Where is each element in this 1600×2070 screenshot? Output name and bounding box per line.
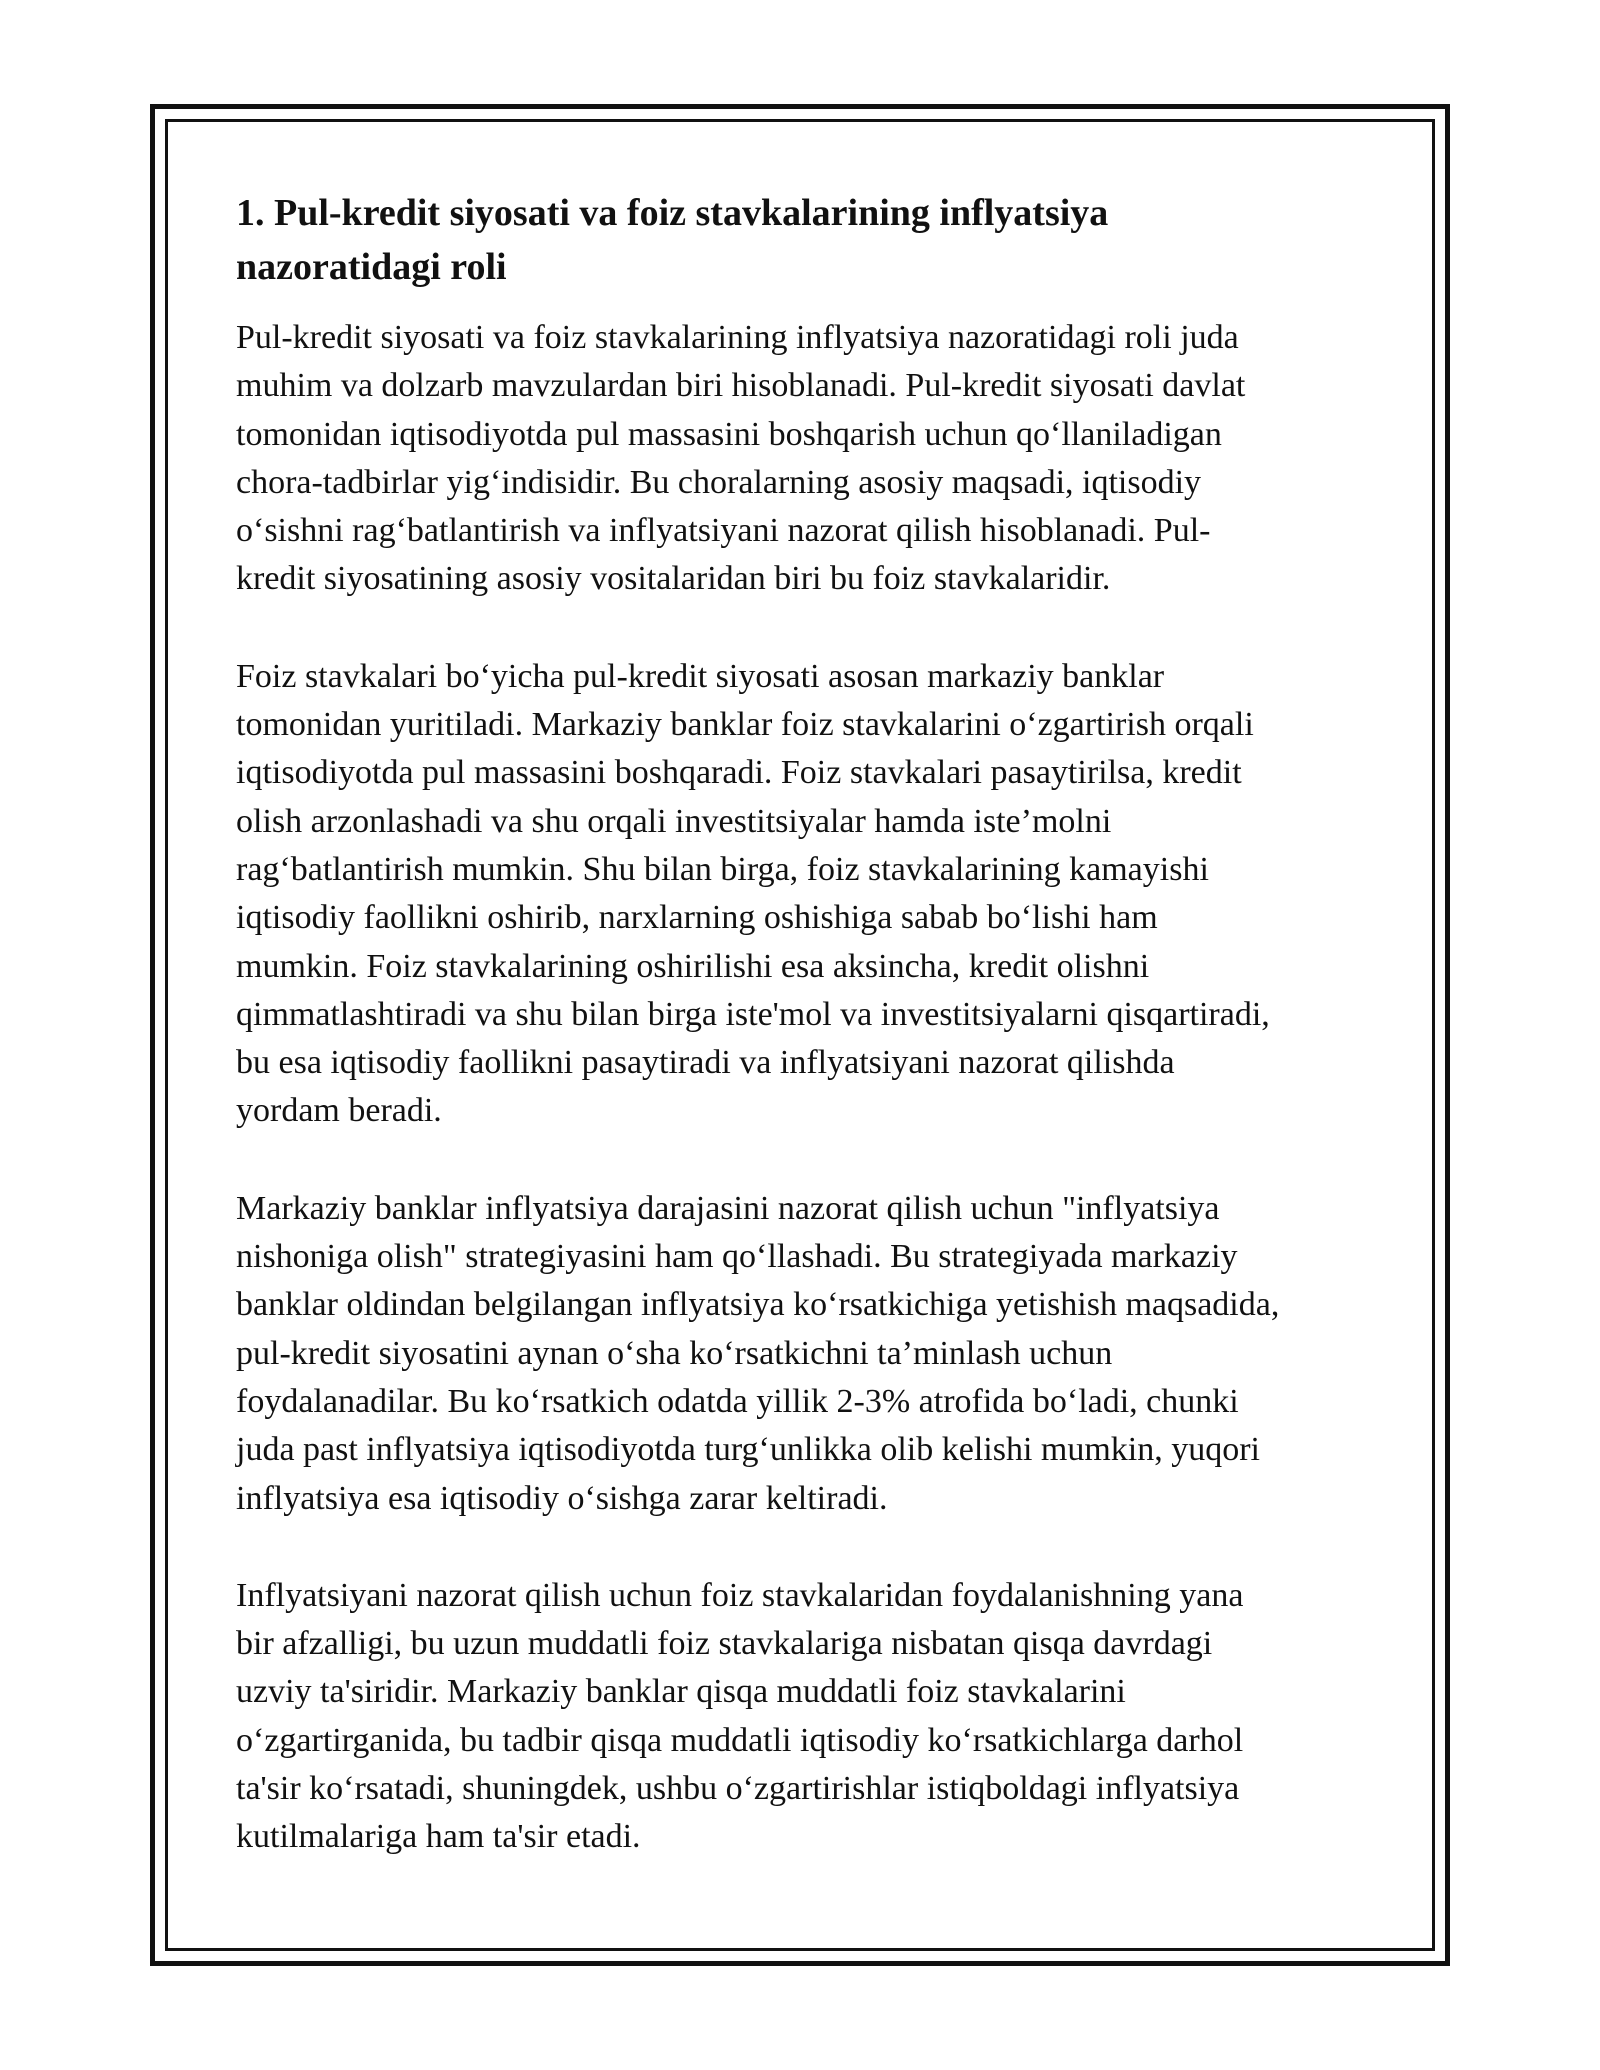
- text-line: uzviy ta'siridir. Markaziy banklar qisqa muddatli foiz stavkalarini: [236, 1673, 1126, 1711]
- text-line: chora-tadbirlar yig‘indisidir. Bu choralarning asosiy maqsadi, iqtisodiy: [236, 463, 1202, 501]
- text-line: bu esa iqtisodiy faollikni pasaytiradi va inflyatsiyani nazorat qilishda: [236, 1044, 1175, 1082]
- paragraph-3: [236, 1185, 1376, 1523]
- text-line: inflyatsiya esa iqtisodiy o‘sishga zarar keltiradi.: [236, 1479, 888, 1517]
- text-line: nishoniga olish" strategiyasini ham qo‘llashadi. Bu strategiyada markaziy: [236, 1238, 1238, 1276]
- text-line: olish arzonlashadi va shu orqali investitsiyalar hamda iste’molni: [236, 802, 1112, 840]
- paragraph-2: [236, 653, 1376, 1136]
- text-line: tomonidan yuritiladi. Markaziy banklar foiz stavkalarini o‘zgartirish orqali: [236, 706, 1254, 744]
- text-line: iqtisodiy faollikni oshirib, narxlarning oshishiga sabab bo‘lishi ham: [236, 899, 1158, 937]
- paragraph-1: [236, 314, 1376, 604]
- section-heading: [236, 186, 1376, 294]
- text-line: mumkin. Foiz stavkalarining oshirilishi esa aksincha, kredit olishni: [236, 947, 1150, 985]
- text-line: foydalanadilar. Bu ko‘rsatkich odatda yillik 2-3% atrofida bo‘ladi, chunki: [236, 1382, 1239, 1420]
- text-line: kredit siyosatining asosiy vositalaridan biri bu foiz stavkalaridir.: [236, 560, 1111, 598]
- text-line: Inflyatsiyani nazorat qilish uchun foiz stavkalaridan foydalanishning yana: [236, 1576, 1244, 1614]
- section-heading-line-2: nazoratidagi roli: [236, 246, 507, 288]
- text-line: Foiz stavkalari bo‘yicha pul-kredit siyosati asosan markaziy banklar: [236, 657, 1165, 695]
- text-line: pul-kredit siyosatini aynan o‘sha ko‘rsatkichni ta’minlash uchun: [236, 1334, 1113, 1372]
- text-line: tomonidan iqtisodiyotda pul massasini boshqarish uchun qo‘llaniladigan: [236, 415, 1222, 453]
- text-line: banklar oldindan belgilangan inflyatsiya ko‘rsatkichiga yetishish maqsadida,: [236, 1286, 1280, 1324]
- text-line: Pul-kredit siyosati va foiz stavkalarining inflyatsiya nazoratidagi roli juda: [236, 319, 1239, 356]
- text-line: qimmatlashtiradi va shu bilan birga iste'mol va investitsiyalarni qisqartiradi,: [236, 995, 1270, 1033]
- text-line: rag‘batlantirish mumkin. Shu bilan birga, foiz stavkalarining kamayishi: [236, 850, 1209, 888]
- text-line: o‘zgartirganida, bu tadbir qisqa muddatli iqtisodiy ko‘rsatkichlarga darhol: [236, 1721, 1244, 1759]
- text-line: o‘sishni rag‘batlantirish va inflyatsiyani nazorat qilish hisoblanadi. Pul-: [236, 512, 1211, 550]
- text-line: kutilmalariga ham ta'sir etadi.: [236, 1818, 641, 1856]
- document-content: [236, 186, 1376, 1911]
- text-line: iqtisodiyotda pul massasini boshqaradi. Foiz stavkalari pasaytirilsa, kredit: [236, 754, 1242, 792]
- text-line: muhim va dolzarb mavzulardan biri hisoblanadi. Pul-kredit siyosati davlat: [236, 367, 1246, 405]
- text-line: yordam beradi.: [236, 1092, 442, 1130]
- section-heading-line-1: 1. Pul-kredit siyosati va foiz stavkalarining inflyatsiya: [236, 192, 1109, 234]
- text-line: ta'sir ko‘rsatadi, shuningdek, ushbu o‘zgartirishlar istiqboldagi inflyatsiya: [236, 1770, 1240, 1808]
- text-line: juda past inflyatsiya iqtisodiyotda turg‘unlikka olib kelishi mumkin, yuqori: [236, 1431, 1261, 1469]
- text-line: bir afzalligi, bu uzun muddatli foiz stavkalariga nisbatan qisqa davrdagi: [236, 1625, 1213, 1663]
- text-line: Markaziy banklar inflyatsiya darajasini nazorat qilish uchun "inflyatsiya: [236, 1189, 1220, 1227]
- paragraph-4: [236, 1572, 1376, 1862]
